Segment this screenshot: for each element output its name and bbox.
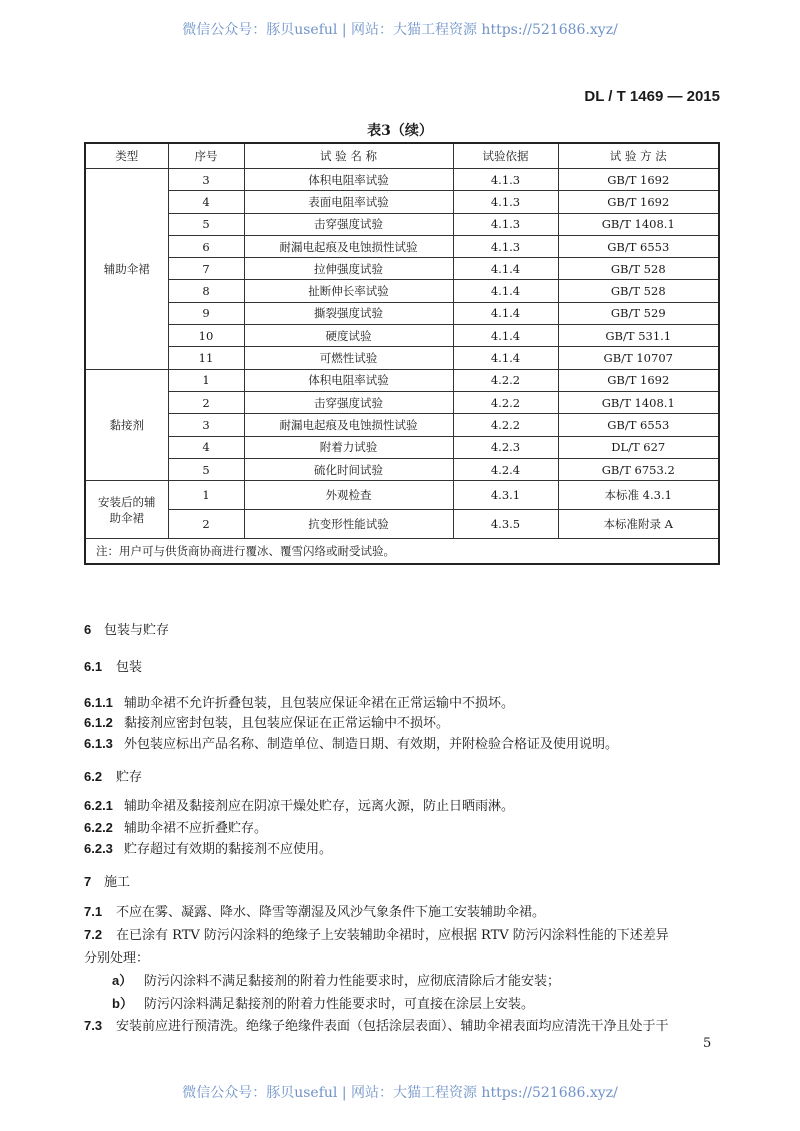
table-title: 表3（续）: [367, 123, 433, 139]
section-heading: [84, 619, 169, 638]
clause-text: 不应在雾、凝露、降水、降雪等潮湿及风沙气象条件下施工安装辅助伞裙。: [116, 905, 546, 920]
clause: [84, 712, 449, 731]
clause: [112, 993, 534, 1012]
table-cell: 7: [168, 258, 244, 280]
table-cell: 2: [168, 510, 244, 539]
table-cell: 体积电阻率试验: [244, 169, 453, 191]
clause-text: 防污闪涂料不满足黏接剂的附着力性能要求时，应彻底清除后才能安装；: [144, 974, 561, 989]
table-cell: 4.1.4: [453, 280, 558, 302]
type-cell: 安装后的辅助伞裙: [85, 481, 168, 539]
watermark-top: 微信公众号：豚贝useful | 网站：大猫工程资源 https://521686.xyz/: [182, 22, 618, 38]
table-cell: 11: [168, 347, 244, 369]
clause: [84, 1015, 669, 1034]
clause-text: 黏接剂应密封包装，且包装应保证在正常运输中不损坏。: [124, 716, 450, 731]
clause-number: 7.2: [84, 927, 103, 942]
table-cell: GB/T 529: [558, 302, 719, 324]
table-cell: 可燃性试验: [244, 347, 453, 369]
table-cell: 2: [168, 391, 244, 413]
clause-number: 6.1: [84, 659, 103, 674]
table-cell: 硬度试验: [244, 325, 453, 347]
clause-text: 包装与贮存: [104, 623, 170, 638]
table-cell: 4.3.1: [453, 481, 558, 510]
section-heading: [84, 871, 130, 890]
table-cell: 抗变形性能试验: [244, 510, 453, 539]
table-row: [85, 458, 719, 480]
table-cell: 5: [168, 213, 244, 235]
table-cell: 本标准附录 A: [558, 510, 719, 539]
table-row: [85, 258, 719, 280]
column-header: 序号: [168, 143, 244, 169]
table-row: [85, 191, 719, 213]
table-cell: 4.2.2: [453, 414, 558, 436]
clause-text: 贮存超过有效期的黏接剂不应使用。: [124, 842, 333, 857]
clause-text: 安装前应进行预清洗。绝缘子绝缘件表面（包括涂层表面）、辅助伞裙表面均应清洗干净且处于干: [116, 1019, 669, 1034]
table-row: [85, 391, 719, 413]
table-cell: 耐漏电起痕及电蚀损性试验: [244, 414, 453, 436]
clause-number: 7.1: [84, 904, 103, 919]
clause-text: 外包装应标出产品名称、制造单位、制造日期、有效期，并附检验合格证及使用说明。: [124, 737, 619, 752]
clause-number: 7: [84, 874, 92, 889]
clause-text: 在已涂有 RTV 防污闪涂料的绝缘子上安装辅助伞裙时，应根据 RTV 防污闪涂料性能的下述差异: [116, 928, 669, 943]
table-cell: GB/T 1692: [558, 369, 719, 391]
section-heading: [84, 656, 142, 675]
table-row: [85, 169, 719, 191]
clause-text: 包装: [116, 660, 143, 675]
clause: [84, 901, 545, 920]
table-cell: 9: [168, 302, 244, 324]
clause-number: 6.1.2: [84, 715, 113, 730]
table-row: [85, 369, 719, 391]
clause-text: 分别处理：: [84, 951, 150, 966]
table-row: [85, 414, 719, 436]
clause-number: a）: [112, 973, 133, 988]
clause: [84, 838, 332, 857]
table-cell: 4.2.3: [453, 436, 558, 458]
clause: [84, 947, 149, 966]
table-cell: 耐漏电起痕及电蚀损性试验: [244, 235, 453, 257]
table-cell: 4.1.3: [453, 169, 558, 191]
clause-number: 6.2.2: [84, 820, 113, 835]
clause-number: 6: [84, 622, 92, 637]
clause: [84, 692, 514, 711]
table-cell: 硫化时间试验: [244, 458, 453, 480]
table-cell: 4.1.3: [453, 213, 558, 235]
type-cell: 黏接剂: [85, 369, 168, 480]
table-cell: 本标准 4.3.1: [558, 481, 719, 510]
column-header: 试 验 名 称: [244, 143, 453, 169]
table-cell: GB/T 1692: [558, 191, 719, 213]
table-cell: GB/T 528: [558, 258, 719, 280]
table-row: [85, 347, 719, 369]
table-cell: GB/T 6753.2: [558, 458, 719, 480]
table-row: [85, 510, 719, 539]
table-cell: GB/T 531.1: [558, 325, 719, 347]
page-number: 5: [703, 1036, 712, 1051]
table-cell: 表面电阻率试验: [244, 191, 453, 213]
clause: [84, 817, 267, 836]
table-cell: 击穿强度试验: [244, 391, 453, 413]
test-table: [84, 142, 720, 565]
table-cell: 外观检查: [244, 481, 453, 510]
table-cell: 4.1.4: [453, 325, 558, 347]
type-cell: 辅助伞裙: [85, 169, 168, 370]
clause-text: 辅助伞裙不应折叠贮存。: [124, 821, 268, 836]
table-note: 注：用户可与供货商协商进行覆冰、覆雪闪络或耐受试验。: [85, 539, 719, 565]
table-cell: 3: [168, 414, 244, 436]
clause-number: 6.1.1: [84, 695, 113, 710]
table-cell: 4: [168, 436, 244, 458]
table-cell: DL/T 627: [558, 436, 719, 458]
table-cell: 扯断伸长率试验: [244, 280, 453, 302]
table-cell: 4.2.2: [453, 391, 558, 413]
table-cell: 4.2.4: [453, 458, 558, 480]
table-cell: 4.2.2: [453, 369, 558, 391]
table-cell: GB/T 1408.1: [558, 391, 719, 413]
table-cell: 体积电阻率试验: [244, 369, 453, 391]
clause-number: 7.3: [84, 1018, 103, 1033]
clause: [84, 795, 514, 814]
clause-text: 贮存: [116, 770, 143, 785]
section-heading: [84, 766, 142, 785]
clause-number: 6.1.3: [84, 736, 113, 751]
table-cell: 撕裂强度试验: [244, 302, 453, 324]
table-row: [85, 302, 719, 324]
table-row: [85, 436, 719, 458]
clause-number: 6.2.1: [84, 798, 113, 813]
table-cell: 4.1.4: [453, 347, 558, 369]
clause-text: 施工: [104, 875, 131, 890]
table-cell: 3: [168, 169, 244, 191]
table-cell: 4.1.3: [453, 191, 558, 213]
column-header: 试 验 方 法: [558, 143, 719, 169]
standard-number: DL / T 1469 — 2015: [584, 88, 720, 105]
table-cell: 5: [168, 458, 244, 480]
clause-number: b）: [112, 996, 133, 1011]
table-cell: 1: [168, 369, 244, 391]
table-cell: 拉伸强度试验: [244, 258, 453, 280]
clause: [112, 970, 560, 989]
column-header: 类型: [85, 143, 168, 169]
table-cell: 8: [168, 280, 244, 302]
table-row: [85, 213, 719, 235]
clause-text: 辅助伞裙及黏接剂应在阴凉干燥处贮存，远离火源，防止日晒雨淋。: [124, 799, 515, 814]
column-header: 试验依据: [453, 143, 558, 169]
table-cell: GB/T 1408.1: [558, 213, 719, 235]
table-row: [85, 481, 719, 510]
table-cell: GB/T 10707: [558, 347, 719, 369]
table-cell: 击穿强度试验: [244, 213, 453, 235]
table-cell: 4.3.5: [453, 510, 558, 539]
table-cell: 4.1.4: [453, 258, 558, 280]
clause: [84, 924, 669, 943]
table-cell: GB/T 6553: [558, 235, 719, 257]
table-cell: GB/T 528: [558, 280, 719, 302]
watermark-bottom: 微信公众号：豚贝useful | 网站：大猫工程资源 https://521686.xyz/: [182, 1085, 618, 1101]
table-row: [85, 235, 719, 257]
clause-number: 6.2.3: [84, 841, 113, 856]
table-cell: 4: [168, 191, 244, 213]
table-cell: 1: [168, 481, 244, 510]
table-cell: 4.1.4: [453, 302, 558, 324]
table-cell: 4.1.3: [453, 235, 558, 257]
clause-number: 6.2: [84, 769, 103, 784]
clause: [84, 733, 618, 752]
table-cell: 附着力试验: [244, 436, 453, 458]
table-cell: 10: [168, 325, 244, 347]
table-cell: 6: [168, 235, 244, 257]
table-row: [85, 280, 719, 302]
table-cell: GB/T 1692: [558, 169, 719, 191]
clause-text: 防污闪涂料满足黏接剂的附着力性能要求时，可直接在涂层上安装。: [144, 997, 535, 1012]
table-row: [85, 325, 719, 347]
clause-text: 辅助伞裙不允许折叠包装，且包装应保证伞裙在正常运输中不损坏。: [124, 696, 515, 711]
table-cell: GB/T 6553: [558, 414, 719, 436]
